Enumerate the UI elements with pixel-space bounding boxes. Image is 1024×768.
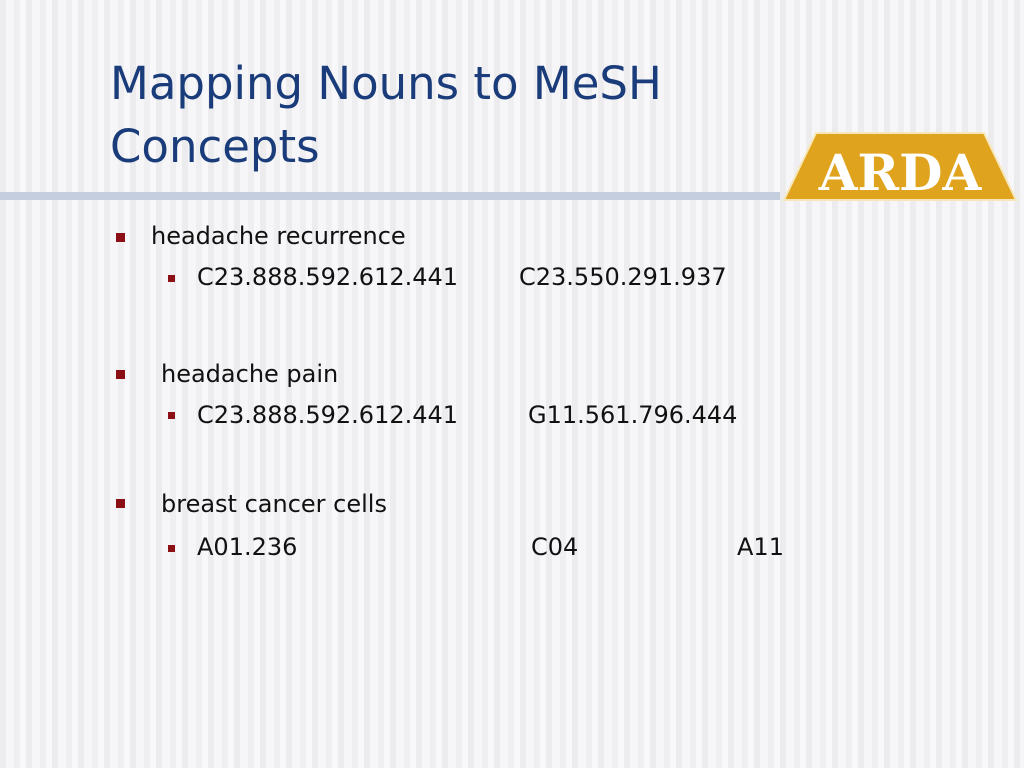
list-item-label: headache pain xyxy=(161,360,339,388)
mesh-code: C23.550.291.937 xyxy=(519,263,727,291)
sub-bullet-icon xyxy=(168,275,175,282)
arda-logo xyxy=(782,131,1018,201)
sub-bullet-icon xyxy=(168,545,175,552)
slide-title: Mapping Nouns to MeSH Concepts xyxy=(110,57,662,173)
sub-bullet-icon xyxy=(168,412,175,419)
mesh-code: G11.561.796.444 xyxy=(528,401,738,429)
mesh-code: A11 xyxy=(737,533,784,561)
mesh-code: A01.236 xyxy=(197,533,298,561)
logo-text: ARDA xyxy=(818,143,982,201)
bullet-icon xyxy=(116,499,125,508)
bullet-icon xyxy=(116,370,125,379)
mesh-code: C04 xyxy=(531,533,579,561)
list-item-label: breast cancer cells xyxy=(161,490,387,518)
title-divider xyxy=(0,192,780,200)
mesh-code: C23.888.592.612.441 xyxy=(197,263,459,291)
list-item-label: headache recurrence xyxy=(151,222,406,250)
mesh-code: C23.888.592.612.441 xyxy=(197,401,459,429)
bullet-icon xyxy=(116,233,125,242)
